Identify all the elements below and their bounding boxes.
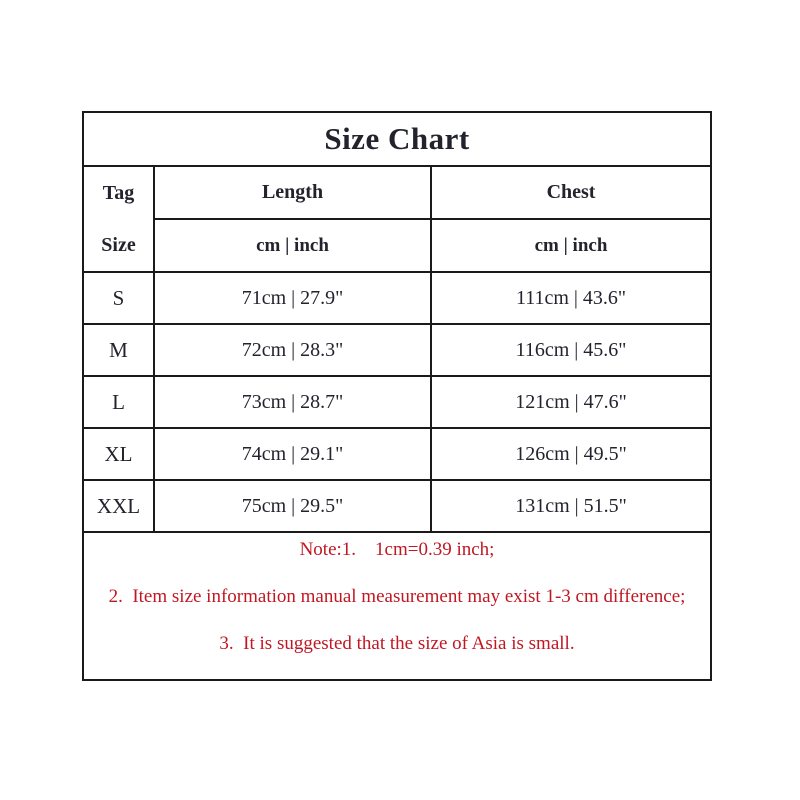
header-row [83,166,711,219]
chest-value-xxl: 131cm | 51.5" [431,480,711,532]
length-column-header: Length [154,166,431,219]
table-row-m [83,324,711,376]
table-row-xxl [83,480,711,532]
unit-row [83,219,711,272]
length-value-xxl: 75cm | 29.5" [154,480,431,532]
table-row-l [83,376,711,428]
notes-row [83,532,711,680]
chest-value-s: 111cm | 43.6" [431,272,711,324]
table-row-s [83,272,711,324]
tag-size-line2: Size [101,234,136,256]
size-label-xl: XL [83,428,154,480]
length-value-m: 72cm | 28.3" [154,324,431,376]
note-line-3: 3. It is suggested that the size of Asia is small. [219,632,575,654]
chest-value-m: 116cm | 45.6" [431,324,711,376]
tag-size-header [83,166,154,272]
length-value-s: 71cm | 27.9" [154,272,431,324]
table-row-xl [83,428,711,480]
chest-column-header: Chest [431,166,711,219]
size-chart-title: Size Chart [83,112,711,166]
notes-block [83,532,711,680]
chest-unit-label: cm | inch [431,219,711,272]
size-label-xxl: XXL [83,480,154,532]
size-label-m: M [83,324,154,376]
chest-value-l: 121cm | 47.6" [431,376,711,428]
note-line-1: Note:1. 1cm=0.39 inch; [299,538,495,560]
length-value-l: 73cm | 28.7" [154,376,431,428]
length-value-xl: 74cm | 29.1" [154,428,431,480]
size-label-l: L [83,376,154,428]
note-line-2: 2. Item size information manual measurement may exist 1-3 cm difference; [108,585,686,607]
tag-size-line1: Tag [102,182,135,204]
length-unit-label: cm | inch [154,219,431,272]
size-label-s: S [83,272,154,324]
title-row [83,112,711,166]
size-chart-table [82,111,712,681]
chest-value-xl: 126cm | 49.5" [431,428,711,480]
